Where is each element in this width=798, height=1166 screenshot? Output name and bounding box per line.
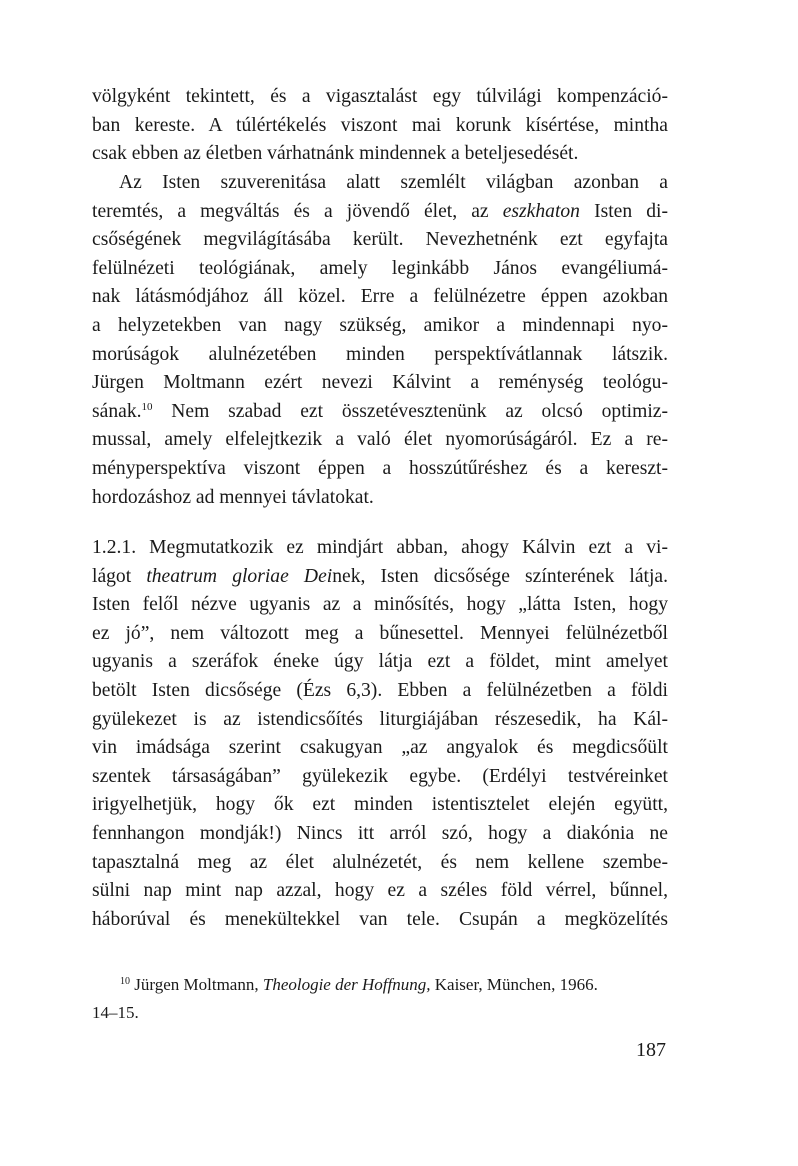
footnote-number: 10 xyxy=(120,976,130,987)
footnote-title: Theologie der Hoffnung, xyxy=(262,975,431,994)
footnote-line: 14–15. xyxy=(92,1003,139,1022)
paragraph-3 xyxy=(92,534,668,934)
paragraph-line: mussal, amely elfelejtkezik a való élet nyomorúságáról. Ez a re- xyxy=(92,429,668,451)
line-text: Nem szabad ezt összetévesztenünk az olcsó optimiz- xyxy=(152,400,668,422)
paragraph-line: irigyelhetjük, hogy ők ezt minden istentisztelet elején együtt, xyxy=(92,794,668,816)
line-text: nek, Isten dicsősége színterének látja. xyxy=(332,565,669,587)
paragraph-line: völgyként tekintett, és a vigasztalást egy túlvilági kompenzáció- xyxy=(92,86,668,107)
paragraph-line xyxy=(92,198,668,227)
paragraph-line: csak ebben az életben várhatnánk mindennek a beteljesedését. xyxy=(92,143,579,165)
paragraph-line: betölt Isten dicsősége (Ézs 6,3). Ebben a felülnézetben a földi xyxy=(92,679,668,701)
line-text: sának. xyxy=(92,400,142,422)
line-text: teremtés, a megváltás és a jövendő élet, az xyxy=(92,200,489,222)
italic-term: eszkhaton xyxy=(502,200,580,222)
italic-term: theatrum gloriae Dei xyxy=(146,565,333,587)
footnote xyxy=(92,972,668,1025)
paragraph-2 xyxy=(92,169,668,512)
footnote-line xyxy=(92,972,668,1000)
paragraph-line: ez jó”, nem változott meg a bűnesettel. Mennyei felülnézetből xyxy=(92,622,668,644)
paragraph-line: ményperspektíva viszont éppen a hosszútűréshez és a kereszt- xyxy=(92,457,668,479)
paragraph-line: hordozáshoz ad mennyei távlatokat. xyxy=(92,486,374,508)
paragraph-line: vin imádsága szerint csakugyan „az angyalok és megdicsőült xyxy=(92,737,668,759)
paragraph-line: ban kereste. A túlértékelés viszont mai korunk kísértése, mintha xyxy=(92,114,668,136)
footnote-reference: 10 xyxy=(141,400,153,413)
page-number: 187 xyxy=(636,1039,666,1061)
paragraph-line xyxy=(92,563,668,592)
paragraph-1 xyxy=(92,83,668,169)
paragraph-line: Az Isten szuverenitása alatt szemlélt világban azonban a xyxy=(119,172,668,193)
paragraph-line: tapasztalná meg az élet alulnézetét, és nem kellene szembe- xyxy=(92,851,668,873)
footnote-publication: Kaiser, München, 1966. xyxy=(430,975,598,994)
paragraph-line xyxy=(92,398,668,427)
paragraph-line: nak látásmódjához áll közel. Erre a felülnézetre éppen azokban xyxy=(92,286,668,308)
paragraph-line: ugyanis a szeráfok éneke úgy látja ezt a földet, mint amelyet xyxy=(92,651,668,673)
paragraph-line: Isten felől nézve ugyanis az a minősítés, hogy „látta Isten, hogy xyxy=(92,594,668,616)
paragraph-line: a helyzetekben van nagy szükség, amikor a mindennapi nyo- xyxy=(92,314,668,336)
paragraph-line: sülni nap mint nap azzal, hogy ez a széles föld vérrel, bűnnel, xyxy=(92,880,668,902)
paragraph-line: 1.2.1. Megmutatkozik ez mindjárt abban, ahogy Kálvin ezt a vi- xyxy=(92,537,668,558)
line-text: Isten di- xyxy=(594,200,668,222)
line-text: lágot xyxy=(92,565,147,587)
paragraph-line: szentek társaságában” gyülekezik egybe. (Erdélyi testvéreinket xyxy=(92,765,668,787)
paragraph-line: morúságok alulnézetében minden perspektívátlannak látszik. xyxy=(92,343,668,365)
paragraph-line: csőségének megvilágításába került. Nevezhetnénk ezt egyfajta xyxy=(92,229,668,251)
footnote-author: Jürgen Moltmann, xyxy=(130,975,263,994)
paragraph-line: gyülekezet is az istendicsőítés liturgiájában részesedik, ha Kál- xyxy=(92,708,668,730)
paragraph-line: Jürgen Moltmann ezért nevezi Kálvint a reménység teológu- xyxy=(92,372,668,394)
paragraph-line: felülnézeti teológiának, amely leginkább János evangéliumá- xyxy=(92,257,668,279)
paragraph-line: fennhangon mondják!) Nincs itt arról szó, hogy a diakónia ne xyxy=(92,822,668,844)
paragraph-line: háborúval és menekültekkel van tele. Csupán a megközelítés xyxy=(92,908,668,930)
